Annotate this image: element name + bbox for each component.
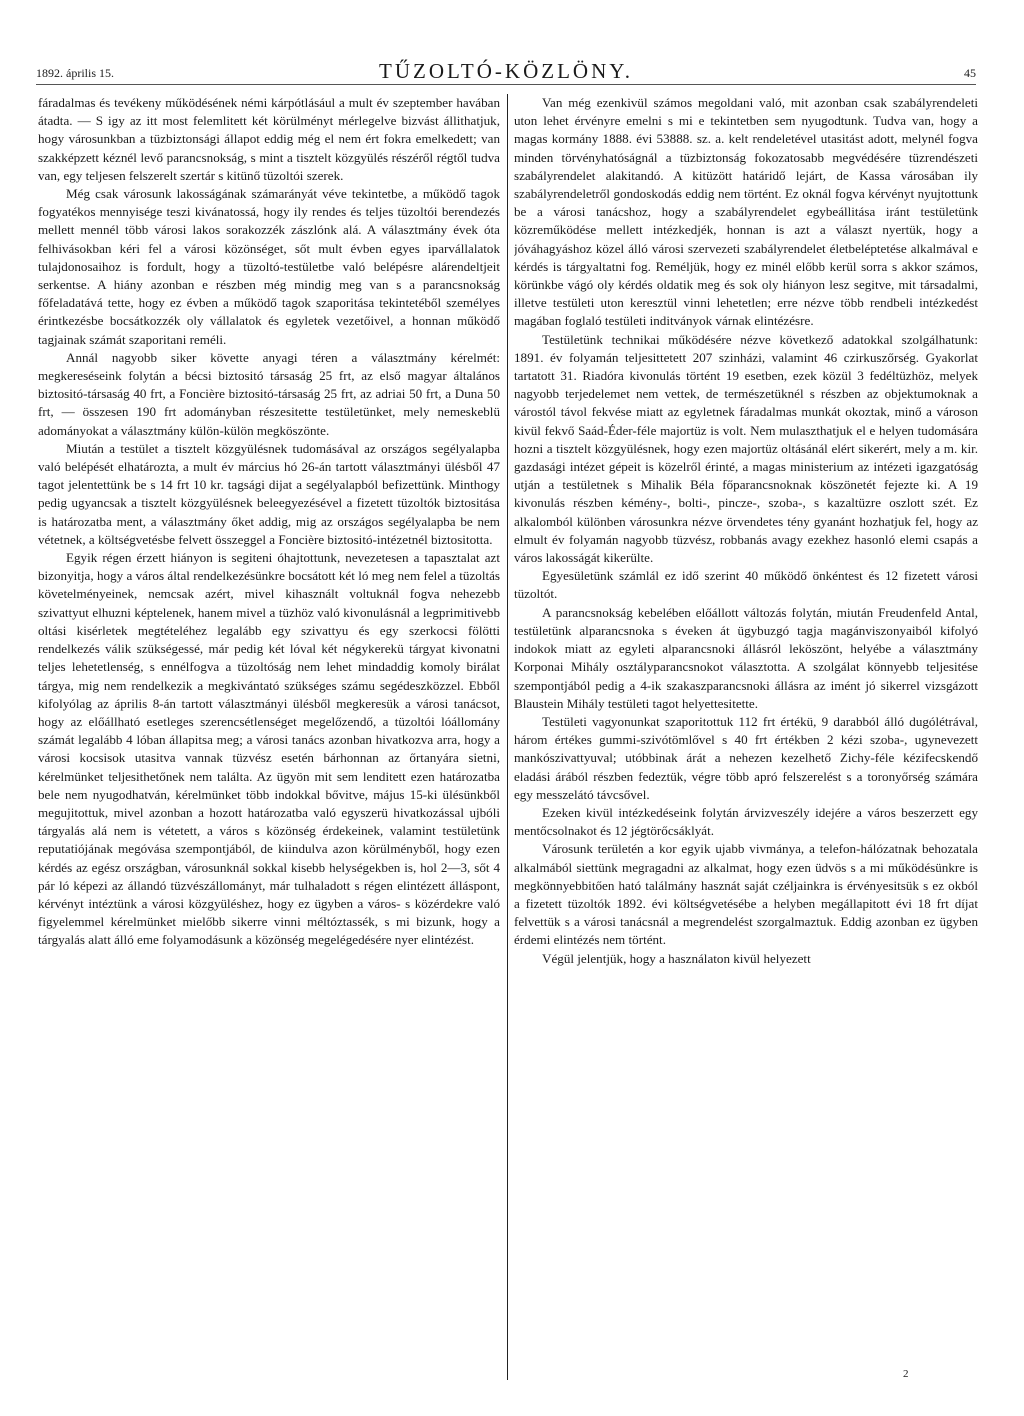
- column-divider: [507, 94, 508, 1380]
- paragraph: Egyik régen érzett hiányon is segiteni óhajtottunk, nevezetesen a tapasztalat azt bizonyitja, hogy a város által rendelkezésünkre bocsátott két ló meg nem felel a tüzoltás követelményeinek, nemcsak azért, mivel kihasznált voltuknál fogva nehezebb szivattyut elhuzni képtelenek, hanem mivel a tüzhöz való kivonulásnál a legprimitivebb oltási kisérletek megtételéhez legalább egy szivattyu és egy szerkocsi fölötti rendelkezés válik szükségessé, már pedig két lóval két négykerekü tárgyat kivonatni teljes lehetetlenség, s ennélfogva a tüzoltóság nem lehet mindaddig komoly birálat tárgya, mig nem rendelkezik a megkivántató szükséges számu segédeszközzel. Ebből kifolyólag az április 8-án tartott választmányi ülésből megkeresük a városi tanácsot, hogy az előállható esetleges szerencsétlenséget megelőzendő, a tüzoltói lóállomány számát legalább 4 lóban állapitsa meg; a városi tanács azonban hivatkozva arra, hogy a városi kocsisok utasitva vannak tüzvész esetén bárhonnan az őrtanyára sietni, kérelmünket teljesithetőnek nem találta. Az ügyön mit sem lenditett ezen határozatba bele nem nyugodhatván, kérelmünket több indokkal bővitve, május 15-ki ülésünkből megujitottuk, mivel azonban a hozott határozatba való egyszerü hivatkozással ujbóli tárgyalás alá nem is vétetett, a város s közönség érdekeinek, valamint testületünk reputatiójának megóvása szempontjából, de kiindulva azon körülményből, hogy ezen kérdés az egész országban, városunknál sokkal kisebb helységekben is, hol 2—3, sőt 4 pár ló képezi az állandó tüzvészállományt, már tulhaladott s régen elintézett álláspont, kérvényt intéztünk a városi közgyüléshez, hogy ez ügyben a város- s közérdekre való figyelemmel kérelmünket mielőbb sikerre vinni méltóztassék, s mi bizunk, hogy a tárgyalás alatt álló eme folyamodásunk a közönség megelégedésére nyer elintézést.: [38, 550, 500, 948]
- page-number: 45: [964, 66, 976, 80]
- paragraph: Városunk területén a kor egyik ujabb vivmánya, a telefon-hálózatnak behozatala alkalmából siettünk megragadni az alkalmat, hogy ezen üdvös s a mi működésünkre is megkönnyebbitően ható találmány hasznát saját czéljainkra is érvényesitsük s ez okból a fizetett tüzoltók 1892. évi költségvetésébe a helyben megállapitott évi 18 frt díjat felvettük s a városi tanácsnál a megrendelést szorgalmaztuk. Eddig azonban ez ügyben érdemi elintézés nem történt.: [514, 841, 978, 948]
- paragraph: fáradalmas és tevékeny működésének némi kárpótlásául a mult év szeptember havában átadta. — S igy az itt most felemlitett két körülményt mérlegelve bizvást állithatjuk, hogy városunkban a tüzbiztonsági állapot eddig még el nem ért fokra emelkedett; van szakképzett kéznél levő parancsnokság, s mint a tisztelt közgyülés részéről régtől tudva van, egy teljesen felszerelt szertár s kitünő tüzoltói szerek.: [38, 95, 500, 183]
- running-head: [36, 60, 976, 85]
- paragraph: Testületi vagyonunkat szaporitottuk 112 frt értékü, 9 darabból álló dugólétrával, három értékes gummi-szivótömlővel s 40 frt értékben 2 kézi szoba-, ugynevezett mankószivattyuval; utóbbinak árát a nehezen kezelhető Zichy-féle kézifecskendő eladási árából részben fedeztük, végre több apró felszerelést s a toronyőrség számára egy messzelátó távcsővel.: [514, 713, 978, 802]
- issue-date: 1892. április 15.: [36, 66, 114, 80]
- paragraph: Ezeken kivül intézkedéseink folytán árvizveszély idejére a város beszerzett egy mentőcsolnakot és 12 jégtörőcsáklyát.: [514, 804, 978, 839]
- paragraph: Van még ezenkivül számos megoldani való, mit azonban csak szabályrendeleti uton lehet érvényre emelni s mi e tekintetben sem nyugodtunk. Tudva van, hogy a magas kormány 1888. évi 53888. sz. a. kelt rendeletével utasitást adott, melynél fogva minden törvényhatóságnál a tüzbiztonság fokozatosabb megvédésére tüzrendészeti szabályrendelet alakitandó. A kitüzött határidő lejárt, de Kassa városában ily szabályrendeletről gondoskodás eddig nem történt. Ez oknál fogva kérvényt nyujtottunk be a városi tanácshoz, hogy a szabályrendelet egybeállitása iránt testületünk közreműködése mellett intézkedjék, honnan is azt a választ nyertük, hogy a jóváhagyáshoz közel álló városi szervezeti szabályrendelet életbeléptetése alkalmával e kérdés is tárgyaltatni fog. Reméljük, hogy ez minél előbb kerül sorra s akkor számos, körünkbe vágó oly kérdés oldatik meg és sok oly hiányon lesz segitve, mit társadalmi, illetve testületi uton keresztül vinni lehetetlen; erre nézve több rendbeli intézkedést magában foglaló testületi inditványok várnak elintézésre.: [514, 95, 978, 329]
- right-column: [514, 94, 978, 1396]
- paragraph: Még csak városunk lakosságának számarányát véve tekintetbe, a működő tagok fogyatékos mennyisége teszi kivánatossá, hogy ily rendes és teljes tüzoltói berendezés mellett mennél több városi lakos sorakozzék zászlónk alá. A választmány évek óta felhivásokban kéri fel a városi közönséget, sőt mult évben egyes iparvállalatok tulajdonosaihoz is fordult, hogy a tüzoltó-testületbe való belépésre alárendeltjeit serkentse. A hiány azonban e részben még mindig meg van s a parancsnokság főfeladatává tette, hogy ez évben a működő tagok szaporitása tekintetéből személyes érintkezésbe bocsátkozzék oly vállalatok és egyletek vezetőivel, a honnan működő tagjainak számát szaporitani reméli.: [38, 186, 500, 347]
- signature-mark: 2: [903, 1368, 909, 1380]
- paragraph: Végül jelentjük, hogy a használaton kivül helyezett: [542, 950, 811, 966]
- paragraph: A parancsnokság kebelében előállott változás folytán, miután Freudenfeld Antal, testületünk alparancsnoka s éveken át ügybuzgó tagja magánviszonyaiból kifolyó indokok miatt az egyleti alparancsnoki állásról leköszönt, helyébe a választmány Korponai Mihály osztályparancsnokot választotta. A szolgálat könnyebb teljesitése szempontjából pedig a 4-ik szakaszparancsnoki állásra az imént jó sikerrel vizsgázott Blaustein Mihály testületi tagot helyettesitette.: [514, 604, 978, 711]
- paragraph: Annál nagyobb siker követte anyagi téren a választmány kérelmét: megkereséseink folytán a bécsi biztositó társaság 25 frt, az első magyar általános biztositó-társaság 40 frt, a Foncière biztositó-társaság 25 frt, az adriai 50 frt, a Duna 50 frt, — összesen 190 frt adományban részesitette testületünket, mely nemeskeblü adományokat a választmány külön-külön megköszönte.: [38, 349, 500, 438]
- paragraph: Egyesületünk számlál ez idő szerint 40 működő önkéntest és 12 fizetett városi tüzoltót.: [514, 568, 978, 602]
- paragraph: Miután a testület a tisztelt közgyülésnek tudomásával az országos segélyalapba való belépését elhatározta, a mult év március hó 26-án tartott választmányi ülésből 47 tagot jelentettünk be s 14 frt 10 kr. tagsági dijat a segélyalapból befizettünk. Minthogy pedig ugyancsak a tisztelt közgyülésnek beleegyezésével a fizetett tüzoltók biztositása is határozatba ment, a választmány őket addig, mig az országos segélyalapba be nem vétetnek, a költségvetésbe felvett összeggel a Foncière biztositó-intézetnél biztositotta.: [38, 440, 500, 547]
- journal-title: TŰZOLTÓ-KÖZLÖNY.: [379, 59, 633, 83]
- left-column: [38, 94, 500, 1396]
- paragraph: Testületünk technikai működésére nézve következő adatokkal szolgálhatunk: 1891. év folyamán teljesittetett 207 szinházi, valamint 46 czirkuszőrség. Gyakorlat tartatott 31. Riadóra kivonulás történt 19 esetben, ezek közül 3 fedéltüzhöz, melyek nagyobb terjedelemet nem vettek, de természetüknél s részben az objektumoknak a várostól távol fekvése miatt az egyletnek fáradalmas munkát okoztak, minő a városon kivül fekvő Saád-Éder-féle majortüz is volt. Nem mulaszthatjuk el e helyen tudomására hozni a tisztelt közgyülésnek, hogy ezen majortüz oltásánál elért sikerért, mely a m. kir. gazdasági intézet gépeit is közelről érinté, a magas ministerium az intézeti igazgatóság utján a testületnek s Mihalik Béla főparancsnoknak köszönetét fejezte ki. A 19 kivonulás részben kémény-, bolti-, pincze-, szoba-, s kazaltüzre oszlott szét. Ez alkalomból különben városunkra nézve örvendetes tény gyanánt hozhatjuk fel, hogy az elmult év folyamán nagyobb tüzvész, robbanás avagy ezekhez hasonló elemi csapás a város lakosságát kikerülte.: [514, 331, 978, 566]
